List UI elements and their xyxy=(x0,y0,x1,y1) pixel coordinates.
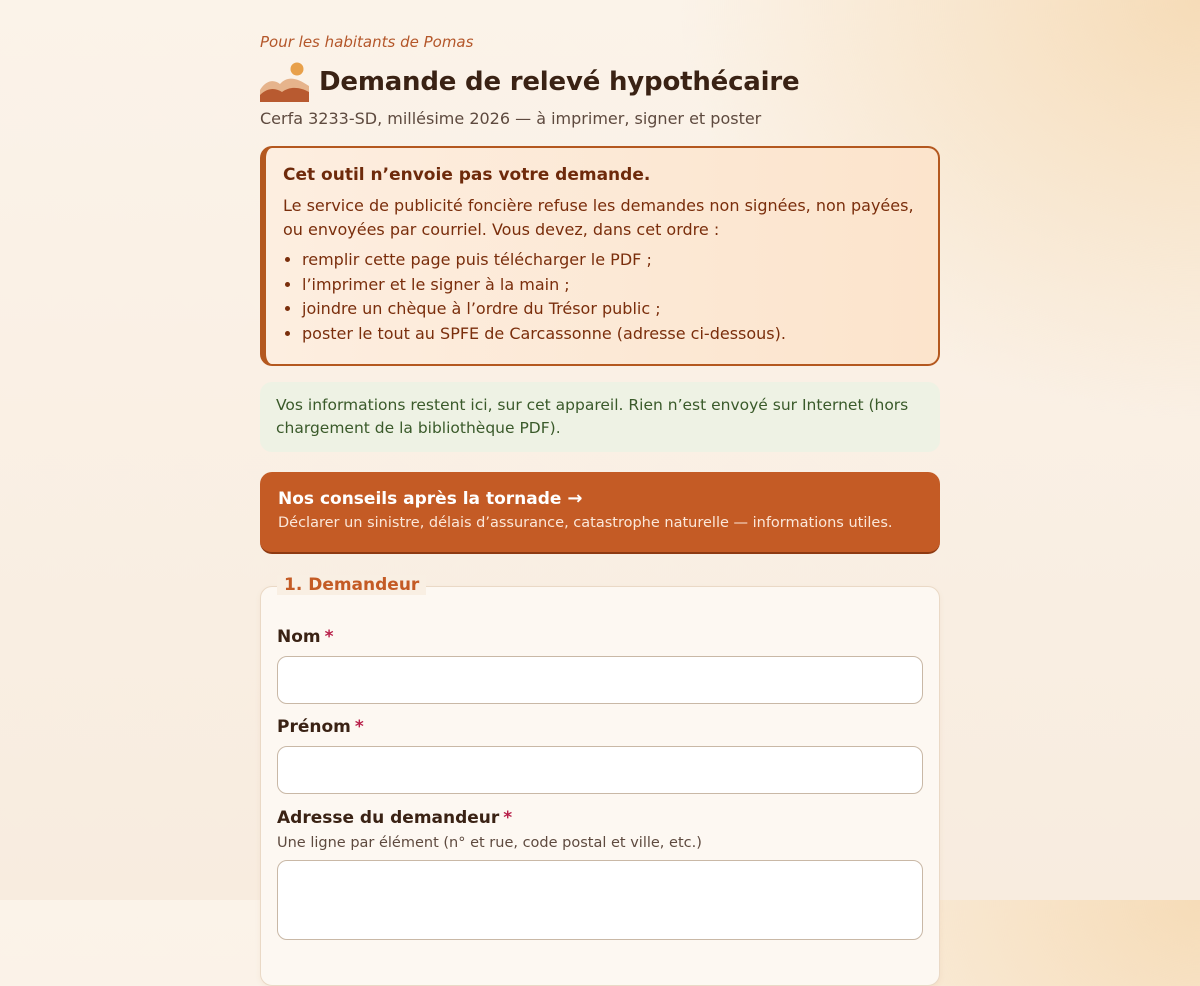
prenom-label-text: Prénom xyxy=(277,717,351,737)
step-item: • l’imprimer et le signer à la main ; xyxy=(302,273,922,298)
prenom-label xyxy=(277,717,364,737)
privacy-notice: Vos informations restent ici, sur cet appareil. Rien n’est envoyé sur Internet (hors chargement de la bibliothèque PDF). xyxy=(260,382,940,452)
kicker: Pour les habitants de Pomas xyxy=(260,33,474,51)
adresse-hint: Une ligne par élément (n° et rue, code postal et ville, etc.) xyxy=(277,835,702,851)
step-item: • remplir cette page puis télécharger le PDF ; xyxy=(302,248,922,273)
step-item: • poster le tout au SPFE de Carcassonne (adresse ci-dessous). xyxy=(302,322,922,347)
required-marker: * xyxy=(503,808,513,828)
adresse-label xyxy=(277,808,512,828)
steps-list xyxy=(283,248,922,346)
nom-label xyxy=(277,627,334,647)
nom-input[interactable] xyxy=(277,656,923,704)
prenom-input[interactable] xyxy=(277,746,923,794)
cta-title: Nos conseils après la tornade xyxy=(278,488,562,509)
arrow-right-icon: → xyxy=(567,488,583,509)
adresse-label-text: Adresse du demandeur xyxy=(277,808,500,828)
step-item: • joindre un chèque à l’ordre du Trésor public ; xyxy=(302,297,922,322)
page-subtitle: Cerfa 3233-SD, millésime 2026 — à imprimer, signer et poster xyxy=(260,109,762,128)
warning-box xyxy=(260,146,940,366)
required-marker: * xyxy=(324,627,334,647)
section-title: 1. Demandeur xyxy=(277,575,426,595)
title-row xyxy=(260,62,799,102)
adresse-textarea[interactable] xyxy=(277,860,923,940)
nom-label-text: Nom xyxy=(277,627,321,647)
warning-title: Cet outil n’envoie pas votre demande. xyxy=(283,165,651,185)
tornado-advice-link[interactable] xyxy=(260,472,940,554)
sun-over-hills-icon xyxy=(260,62,309,102)
cta-subtitle: Déclarer un sinistre, délais d’assurance, catastrophe naturelle — informations utiles. xyxy=(278,515,893,531)
page-title: Demande de relevé hypothécaire xyxy=(319,67,800,97)
section-demandeur xyxy=(260,575,940,986)
cta-title-row xyxy=(278,488,922,509)
required-marker: * xyxy=(354,717,364,737)
warning-text: Le service de publicité foncière refuse les demandes non signées, non payées, ou envoyées par courriel. Vous devez, dans cet ordre : xyxy=(283,196,914,239)
